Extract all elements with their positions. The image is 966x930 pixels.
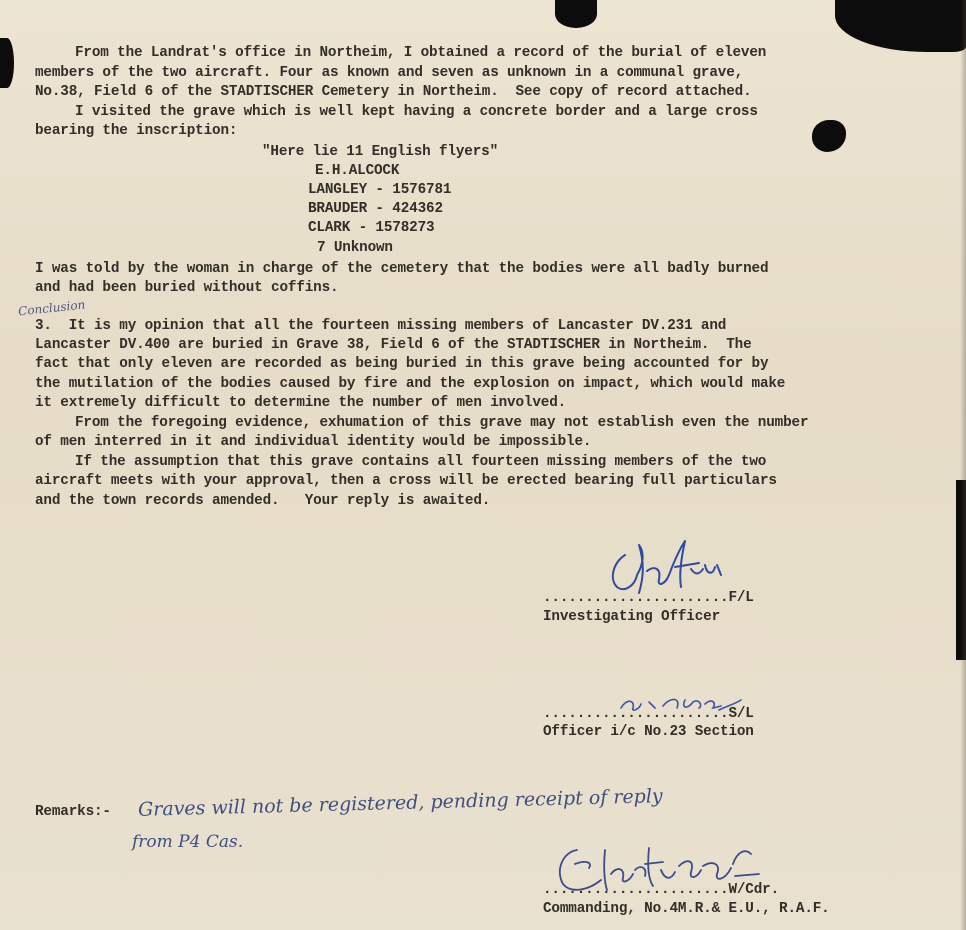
- inscription-line: "Here lie 11 English flyers": [262, 144, 499, 160]
- body-line: and the town records amended. Your reply is awaited.: [35, 493, 491, 509]
- page-edge-shadow: [960, 0, 966, 930]
- body-line: of men interred in it and individual identity would be impossible.: [35, 434, 592, 450]
- signature-line-investigating: ......................F/L: [543, 590, 754, 606]
- body-line: From the Landrat's office in Northeim, I obtained a record of the burial of eleven: [75, 45, 767, 61]
- body-line: aircraft meets with your approval, then a cross will be erected bearing full particulars: [35, 473, 777, 489]
- inscription-line: LANGLEY - 1576781: [308, 182, 452, 198]
- inscription-line: 7 Unknown: [317, 240, 393, 256]
- remarks-text-line1: Graves will not be registered, pending receipt of reply: [137, 785, 663, 821]
- body-line: 3. It is my opinion that all the fourteen missing members of Lancaster DV.231 and: [35, 318, 727, 334]
- body-line: If the assumption that this grave contains all fourteen missing members of the two: [75, 454, 767, 470]
- body-line: From the foregoing evidence, exhumation of this grave may not establish even the number: [75, 415, 809, 431]
- body-line: fact that only eleven are recorded as being buried in this grave being accounted for by: [35, 356, 769, 372]
- margin-note: Conclusion: [17, 297, 86, 319]
- burn-mark-top-right: [835, 0, 966, 52]
- body-line: bearing the inscription:: [35, 123, 238, 139]
- inscription-line: BRAUDER - 424362: [308, 201, 443, 217]
- burn-mark-right: [812, 120, 846, 152]
- body-line: Lancaster DV.400 are buried in Grave 38, Field 6 of the STADTISCHER in Northeim. The: [35, 337, 752, 353]
- body-line: No.38, Field 6 of the STADTISCHER Cemetery in Northeim. See copy of record attached.: [35, 84, 752, 100]
- remarks-label: Remarks:-: [35, 804, 111, 820]
- body-line: it extremely difficult to determine the number of men involved.: [35, 395, 567, 411]
- remarks-text-line2: from P4 Cas.: [132, 832, 244, 852]
- body-line: I was told by the woman in charge of the cemetery that the bodies were all badly burned: [35, 261, 769, 277]
- body-line: and had been buried without coffins.: [35, 280, 339, 296]
- commanding-officer-title: Commanding, No.4M.R.& E.U., R.A.F.: [543, 901, 830, 917]
- investigating-officer-title: Investigating Officer: [543, 609, 721, 625]
- burn-mark-top: [555, 0, 597, 28]
- body-line: members of the two aircraft. Four as known and seven as unknown in a communal grave,: [35, 65, 744, 81]
- burn-mark-left: [0, 38, 14, 88]
- signature-line-section: ......................S/L: [543, 706, 754, 722]
- body-line: I visited the grave which is well kept having a concrete border and a large cross: [75, 104, 758, 120]
- section-officer-title: Officer i/c No.23 Section: [543, 724, 754, 740]
- body-line: the mutilation of the bodies caused by fire and the explosion on impact, which would make: [35, 376, 786, 392]
- inscription-line: E.H.ALCOCK: [315, 163, 400, 179]
- signature-line-commanding: ......................W/Cdr.: [543, 882, 780, 898]
- inscription-line: CLARK - 1578273: [308, 220, 435, 236]
